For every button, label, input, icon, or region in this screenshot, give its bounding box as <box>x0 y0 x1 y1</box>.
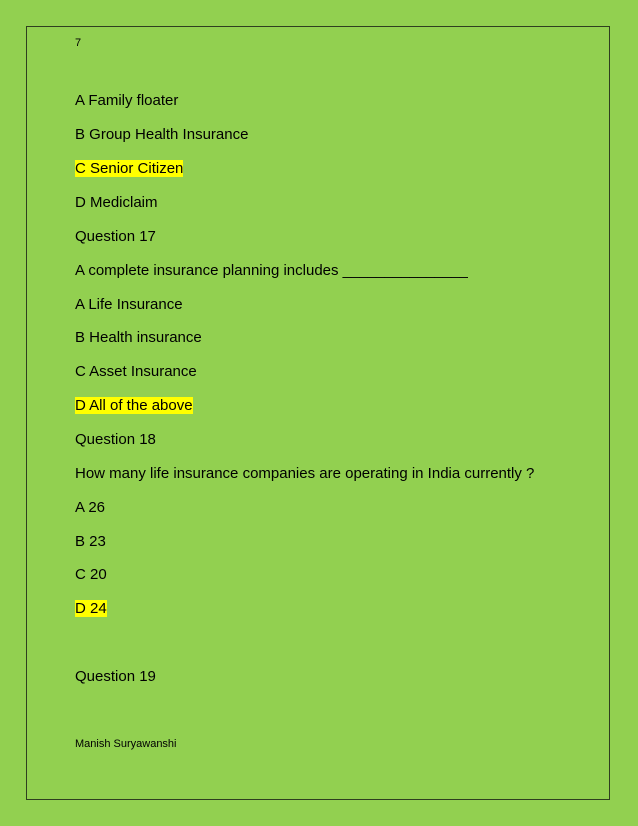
line-text: Question 17 <box>75 228 156 245</box>
footer-author: Manish Suryawanshi <box>75 738 177 750</box>
question-text <box>75 464 534 484</box>
line-text: D Mediclaim <box>75 194 158 211</box>
page-number: 7 <box>75 37 82 49</box>
answer-line <box>75 295 183 315</box>
answer-line <box>75 328 202 348</box>
line-text: B Health insurance <box>75 329 202 346</box>
line-text: How many life insurance companies are operating in India currently ? <box>75 465 535 482</box>
question-heading <box>75 227 156 247</box>
line-text: C Senior Citizen <box>75 160 184 177</box>
answer-line <box>75 193 158 213</box>
answer-line-highlighted <box>75 396 193 416</box>
answer-line <box>75 125 248 145</box>
line-text: C Asset Insurance <box>75 363 197 380</box>
line-text: B Group Health Insurance <box>75 126 249 143</box>
answer-line-highlighted <box>75 159 183 179</box>
answer-line <box>75 565 107 585</box>
question-heading <box>75 430 156 450</box>
line-text: A complete insurance planning includes _______________ <box>75 262 468 279</box>
question-text <box>75 261 468 281</box>
line-text: Question 19 <box>75 668 156 685</box>
line-text: B 23 <box>75 533 106 550</box>
line-text: C 20 <box>75 566 107 583</box>
answer-line <box>75 91 178 111</box>
line-text: D All of the above <box>75 397 193 414</box>
line-text: A Life Insurance <box>75 296 183 313</box>
answer-line <box>75 362 197 382</box>
line-text: Question 18 <box>75 431 156 448</box>
question-heading <box>75 667 156 687</box>
answer-line <box>75 532 106 552</box>
line-text: A 26 <box>75 499 106 516</box>
answer-line-highlighted <box>75 599 107 619</box>
line-text: A Family floater <box>75 92 179 109</box>
answer-line <box>75 498 105 518</box>
line-text: D 24 <box>75 600 107 617</box>
